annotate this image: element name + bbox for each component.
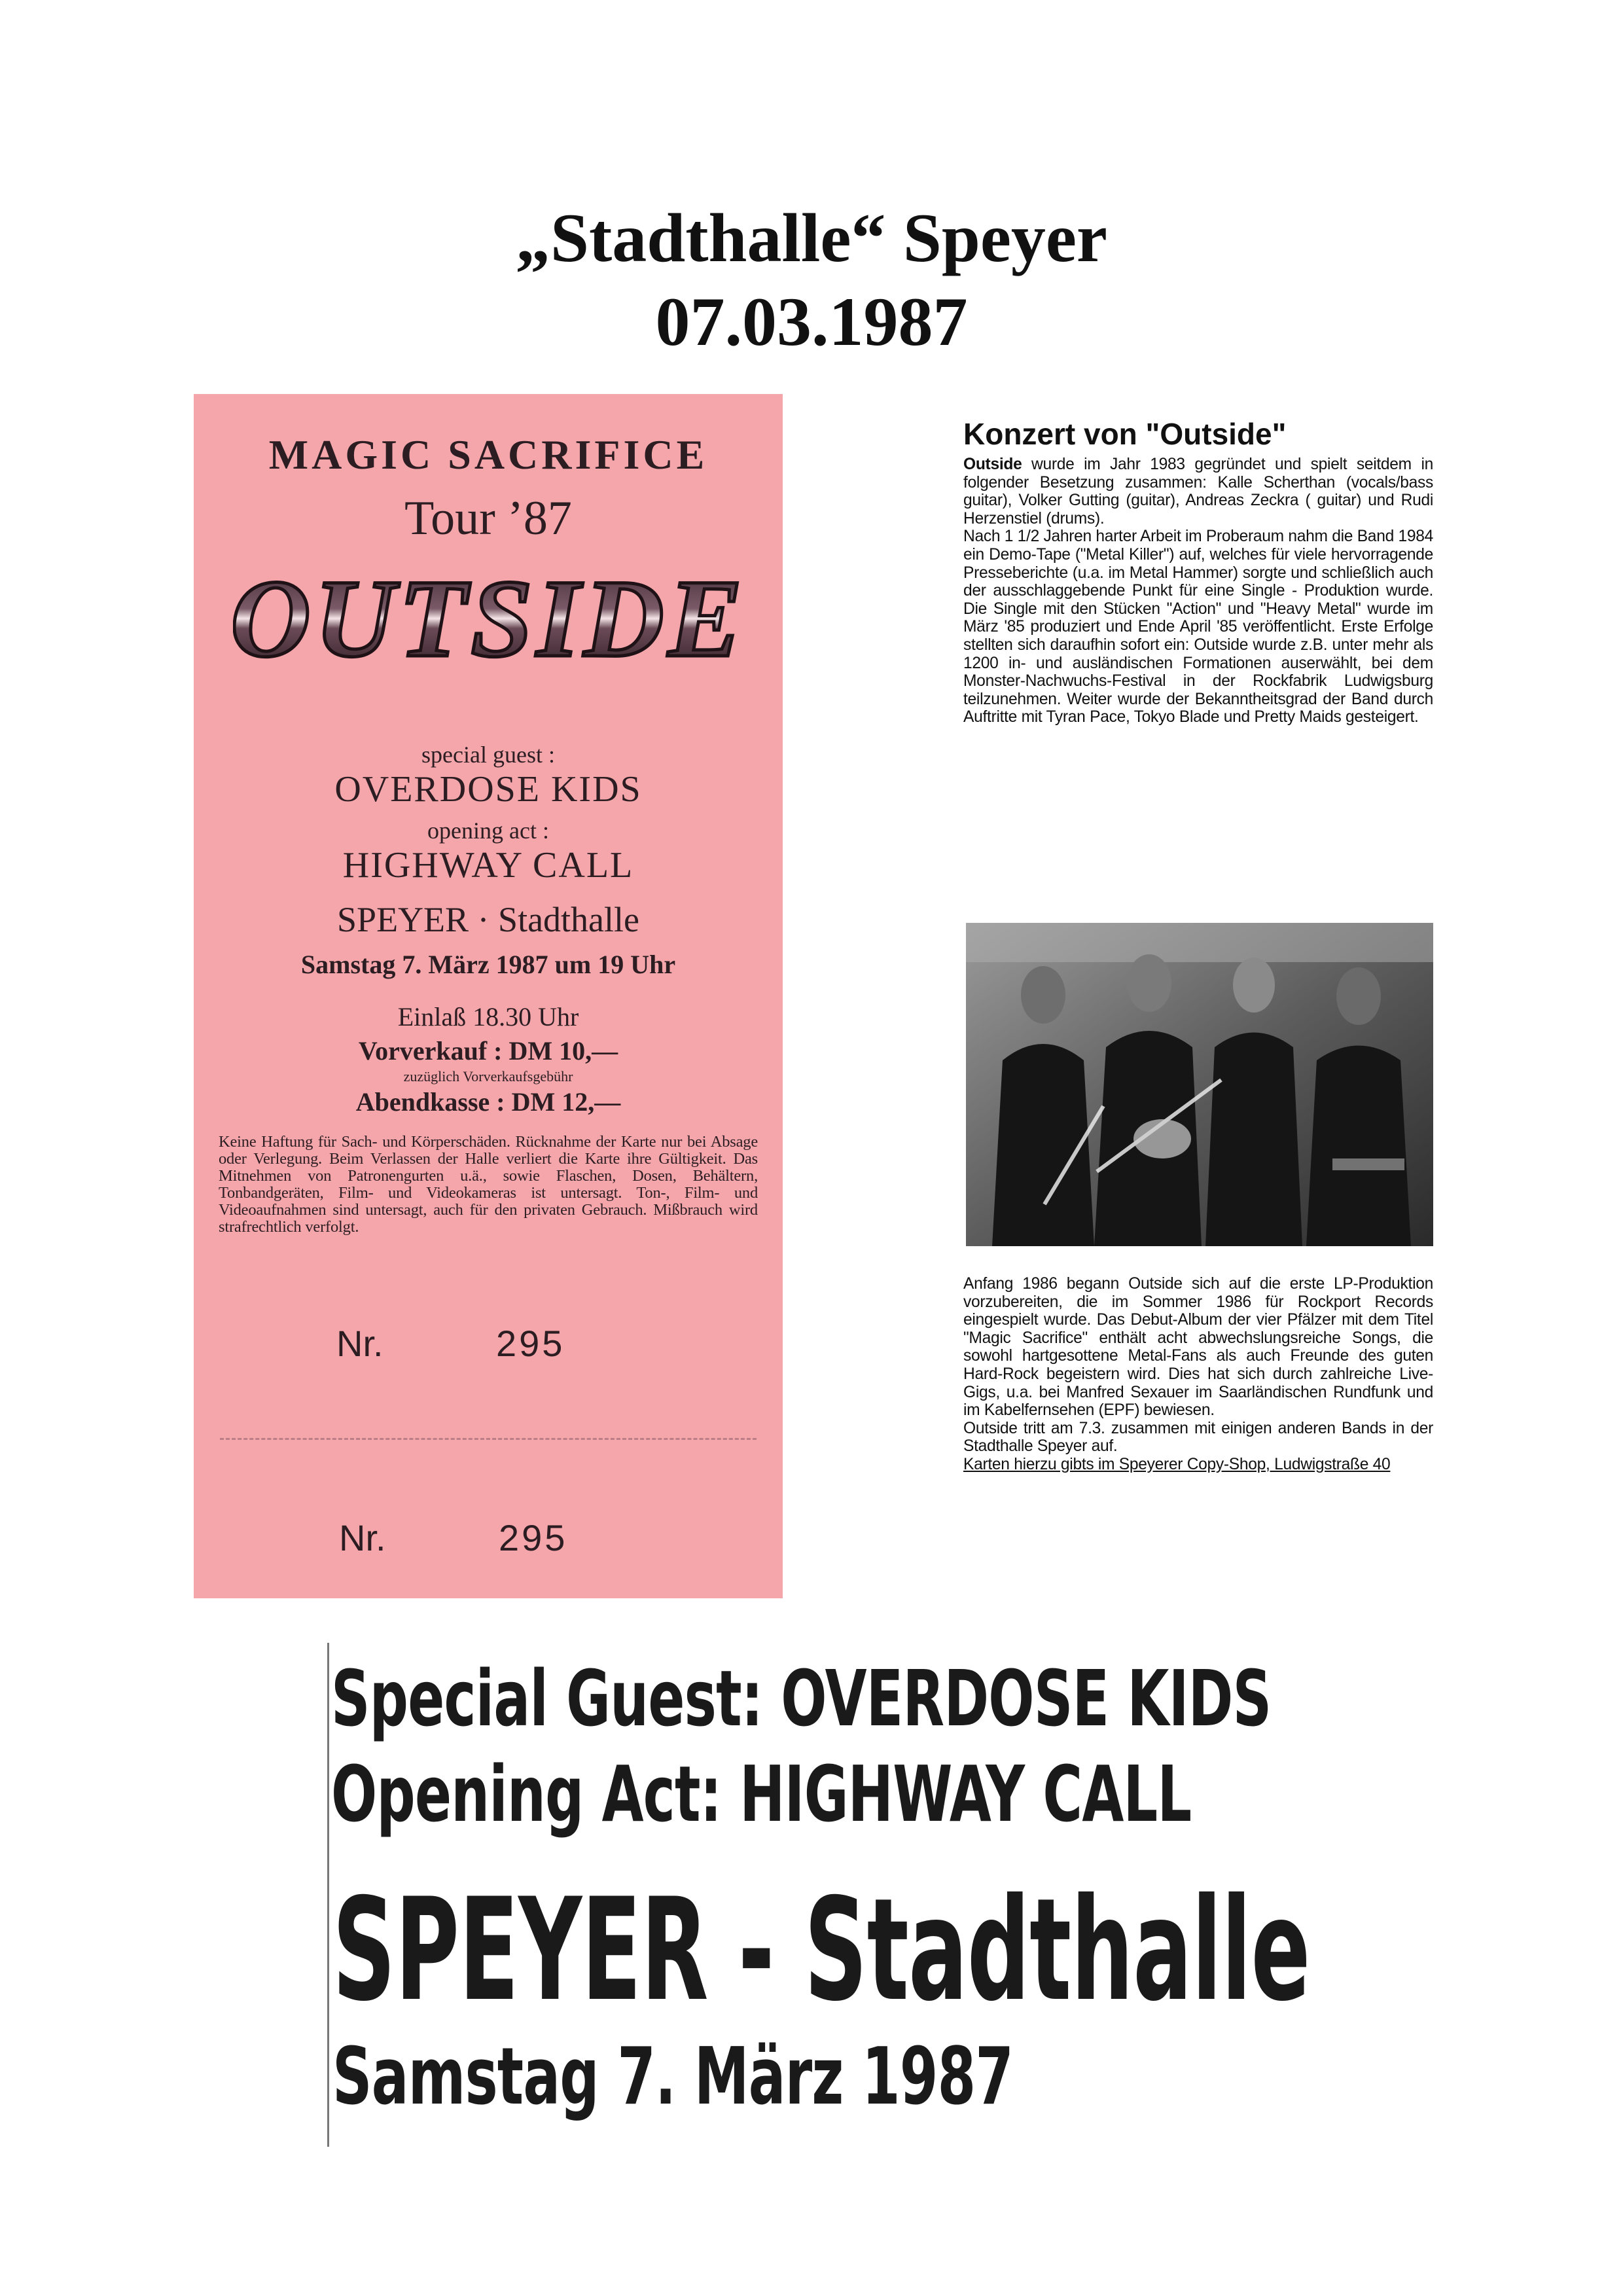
stub-number: 295: [499, 1517, 568, 1558]
ticket-perforation: [220, 1438, 757, 1440]
clipping-edge: [327, 1643, 329, 2147]
article-paragraph: Nach 1 1/2 Jahren harter Arbeit im Proberaum nahm die Band 1984 ein Demo-Tape ("Metal Killer") auf, welches für viele hervorragende Presseberichte (u.a. im Metal Hammer) sorgte und schließlich auch der ausschlaggebende Punkt für eine Single - Produktion wurde. Die Single mit den Stücken "Action" und "Heavy Metal" wurde im März '85 produziert und Ende April '85 veröffentlicht. Erste Erfolge stellten sich daraufhin sofort ein: Outside wurde z.B. unter mehr als 1200 in- und ausländischen Formationen auserwählt, bei dem Monster-Nachwuchs-Festival in der Rockfabrik Ludwigsburg teilzunehmen. Weiter wurde der Bekanntheitsgrad der Band durch Auftritte mit Tyran Pace, Tokyo Blade und Pretty Maids gesteigert.: [963, 528, 1433, 726]
article-lead: Outside wurde im Jahr 1983 gegründet und spielt seitdem in folgender Besetzung zusammen: Kalle Scherthan (vocals/bass guitar), Volker Gutting (guitar), Andreas Zeckra ( guitar) und Rudi Herzenstiel (drums).: [963, 456, 1433, 528]
band-logo-graphic: [233, 564, 743, 675]
ad-special-guest: Special Guest: OVERDOSE KIDS: [331, 1653, 1272, 1744]
stub-number-label: Nr.: [339, 1517, 386, 1558]
ticket-terms: Keine Haftung für Sach- und Körperschäden. Rücknahme der Karte nur bei Absage oder Verlegung. Beim Verlassen der Halle verliert die Karte ihre Gültigkeit. Das Mitnehmen von Patronengurten u.ä., sowie Flaschen, Dosen, Behältern, Tonbandgeräten, Film- und Videokameras ist untersagt. Ton-, Film- und Videoaufnahmen sind untersagt, auch für den privaten Gebrauch. Mißbrauch wird strafrechtlich verfolgt.: [219, 1133, 758, 1236]
band-logo: [233, 564, 743, 675]
ticket-number: 295: [496, 1323, 565, 1364]
presale-price: Vorverkauf : DM 10,—: [358, 1036, 618, 1066]
ticket-date: Samstag 7. März 1987 um 19 Uhr: [300, 950, 676, 979]
article-paragraph: Outside tritt am 7.3. zusammen mit einigen anderen Bands in der Stadthalle Speyer auf.: [963, 1419, 1433, 1456]
band-photo: [966, 923, 1433, 1246]
article-paragraph: Anfang 1986 begann Outside sich auf die erste LP-Produktion vorzubereiten, die im Sommer 1986 für Rockport Records eingespielt wurde. Das Debut-Album der vier Pfälzer mit dem Titel "Magic Sacrifice" enthält acht abwechslungsreiche Songs, die sowohl hartgesottene Metal-Fans als auch Freunde des guten Hard-Rock begeistern wird. Dies hat sich durch zahlreiche Live-Gigs, u.a. bei Manfred Sexauer im Saarländischen Rundfunk und im Kabelfernsehen (EPF) bewiesen.: [963, 1275, 1433, 1420]
guest-label: special guest :: [421, 742, 555, 768]
box-office-price: Abendkasse : DM 12,—: [355, 1087, 621, 1117]
opening-label: opening act :: [427, 817, 549, 844]
special-guest: OVERDOSE KIDS: [334, 769, 642, 810]
ticket-number-label: Nr.: [336, 1323, 383, 1364]
ticket-headline: MAGIC SACRIFICE: [268, 431, 708, 478]
opening-act: HIGHWAY CALL: [342, 845, 634, 886]
article-body-bottom: [963, 1275, 1433, 1474]
ticket-venue: SPEYER · Stadthalle: [337, 900, 639, 939]
ad-venue: SPEYER - Stadthalle: [332, 1868, 1310, 2032]
ticket-tour: Tour ’87: [404, 492, 572, 545]
page-date: 07.03.1987: [655, 283, 968, 360]
svg-text:OUTSIDE: OUTSIDE: [233, 564, 743, 675]
article-headline: Konzert von "Outside": [963, 417, 1287, 451]
ad-opening-act: Opening Act: HIGHWAY CALL: [331, 1749, 1192, 1839]
admission-time: Einlaß 18.30 Uhr: [397, 1002, 579, 1031]
concert-ticket: [194, 394, 783, 1598]
band-photo-graphic: [966, 923, 1433, 1246]
ad-date: Samstag 7. März 1987: [332, 2032, 1014, 2123]
article-body-top: [963, 456, 1433, 726]
presale-fee-note: zuzüglich Vorverkaufsgebühr: [403, 1068, 573, 1085]
article-ticket-info: Karten hierzu gibts im Speyerer Copy-Shop, Ludwigstraße 40: [963, 1455, 1391, 1473]
page-title: „Stadthalle“ Speyer: [516, 200, 1107, 276]
